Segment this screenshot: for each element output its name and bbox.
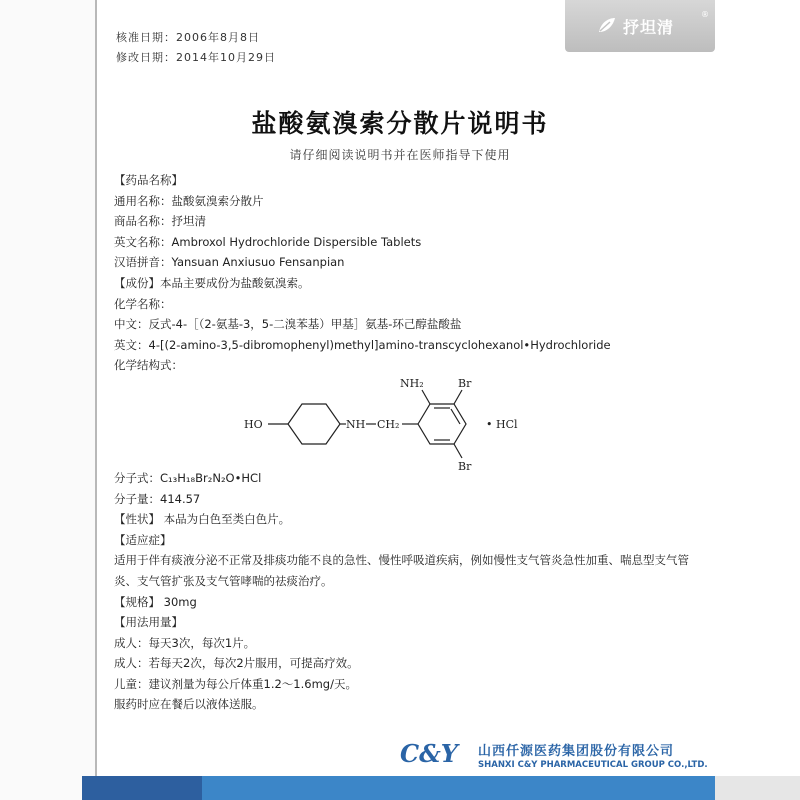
molecular-weight: 分子量：414.57 [114, 491, 201, 506]
cy-logo-icon [400, 738, 480, 768]
br-bottom-label: Br [458, 460, 472, 473]
molecular-formula: 分子式：C₁₃H₁₈Br₂N₂O•HCl [114, 470, 262, 485]
trade-name: 商品名称：抒坦清 [114, 214, 206, 229]
cyclohexane-ring [288, 404, 340, 444]
section-specification: 【规格】 30mg [114, 594, 197, 609]
cy-logo-text: C&Y [400, 739, 458, 768]
document-subtitle: 请仔细阅读说明书并在医师指导下使用 [289, 148, 511, 162]
footer-right-edge [715, 776, 800, 800]
pinyin-name: 汉语拼音：Yansuan Anxiusuo Fensanpian [114, 255, 345, 270]
ho-label: HO [244, 418, 263, 431]
section-appearance: 【性状】 本品为白色至类白色片。 [114, 512, 291, 527]
dosage-note: 服药时应在餐后以液体送服。 [114, 697, 264, 712]
ch2-label: CH₂ [377, 418, 400, 431]
leaf-logo-icon [595, 14, 619, 38]
indications-text: 适用于伴有痰液分泌不正常及排痰功能不良的急性、慢性呼吸道疾病，例如慢性支气管炎急性加重、喘息型支气管炎、支气管扩张及支气管哮喘的祛痰治疗。 [114, 553, 689, 588]
composition: 【成份】本品主要成份为盐酸氨溴索。 [114, 275, 310, 290]
section-indications: 【适应症】 [114, 532, 172, 547]
footer-color-bar-accent [82, 776, 202, 800]
revision-date: 修改日期：2014年10月29日 [116, 51, 276, 64]
dosage-adult-2: 成人：若每天2次，每次2片服用，可提高疗效。 [114, 656, 359, 671]
generic-name: 通用名称：盐酸氨溴索分散片 [114, 193, 264, 208]
english-name: 英文名称：Ambroxol Hydrochloride Dispersible Tablets [114, 234, 422, 249]
registered-mark: ® [701, 10, 709, 19]
section-drug-name: 【药品名称】 [114, 173, 183, 187]
nh2-label: NH₂ [400, 377, 424, 390]
document-title: 盐酸氨溴索分散片说明书 [251, 109, 549, 138]
hcl-label: • HCl [486, 418, 518, 431]
date-block [116, 28, 276, 68]
chemical-name-en: 英文：4-[(2-amino-3,5-dibromophenyl)methyl]amino-transcyclohexanol•Hydrochloride [114, 337, 611, 352]
chemical-name-label: 化学名称： [114, 296, 172, 311]
company-name-en: SHANXI C&Y PHARMACEUTICAL GROUP CO.,LTD. [478, 760, 708, 770]
chemical-name-cn: 中文：反式-4-［（2-氨基-3，5-二溴苯基）甲基］氨基-环己醇盐酸盐 [114, 317, 462, 332]
structure-label: 化学结构式： [114, 358, 183, 373]
dosage-child: 儿童：建议剂量为每公斤体重1.2～1.6mg/天。 [114, 676, 357, 691]
br-top-label: Br [458, 377, 472, 390]
chemical-structure [240, 374, 530, 474]
approval-date: 核准日期：2006年8月8日 [116, 31, 260, 44]
benzene-ring [418, 404, 466, 444]
dosage-adult-1: 成人：每天3次，每次1片。 [114, 635, 256, 650]
section-dosage: 【用法用量】 [114, 615, 183, 630]
brand-badge [565, 0, 715, 52]
brand-name: 抒坦清 [623, 18, 675, 37]
company-name-cn: 山西仟源医药集团股份有限公司 [478, 744, 675, 759]
nh-label: NH [346, 418, 366, 431]
